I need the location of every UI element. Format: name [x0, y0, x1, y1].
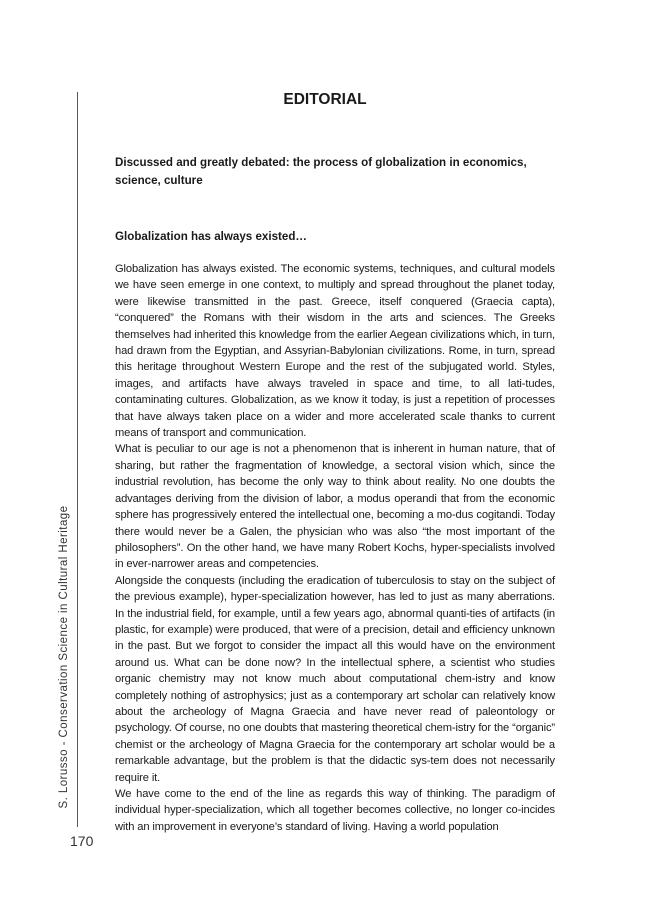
margin-rule	[77, 92, 78, 827]
article-subtitle: Discussed and greatly debated: the process of globalization in economics, science, culture	[115, 156, 527, 187]
page-number: 170	[70, 833, 94, 849]
paragraph: We have come to the end of the line as regards this way of thinking. The paradigm of individual hyper-specialization, which all together becomes collective, no longer co-incides with an improvement in everyone’s standard of living. Having a world population	[115, 788, 555, 833]
paragraph: Globalization has always existed. The economic systems, techniques, and cultural models we have seen emerge in one context, to multiply and spread throughout the planet today, were likewise transmitted in the past. Greece, itself conquered (Graecia capta), “conquered” the Romans with their wisdom in the arts and sciences. The Greeks themselves had inherited this knowledge from the earlier Aegean civilizations which, in turn, had drawn from the Egyptian, and Assyrian-Babylonian civilizations. Rome, in turn, spread this heritage throughout Western Europe and the rest of the subjugated world. Styles, images, and artifacts have always traveled in space and time, to all lati-tudes, contaminating cultures. Globalization, as we know it today, is just a repetition of processes that have always taken place on a wider and more accelerated scale thanks to current means of transport and communication.	[115, 263, 555, 440]
article-body	[115, 261, 555, 835]
page-title: EDITORIAL	[283, 91, 367, 108]
running-header	[55, 481, 73, 833]
section-heading: Globalization has always existed…	[115, 230, 308, 243]
paragraph: What is peculiar to our age is not a phenomenon that is inherent in human nature, that of sharing, but rather the fragmentation of knowledge, a sectoral vision which, since the industrial revolution, has become the only way to think about reality. No one doubts the advantages deriving from the division of labor, a modus operandi that from the economic sphere has progressively entered the intellectual one, becoming a mo-dus cogitandi. Today there would never be a Galen, the physician who was also “the most important of the philosophers”. On the other hand, we have many Robert Kochs, hyper-specialists involved in ever-narrower areas and competencies.	[115, 443, 555, 571]
running-header-text: S. Lorusso - Conservation Science in Cultural Heritage	[58, 505, 70, 809]
paragraph: Alongside the conquests (including the eradication of tuberculosis to stay on the subject of the previous example), hyper-specialization however, has led to just as many aberrations. In the industrial field, for example, until a few years ago, abnormal quanti-ties of artifacts (in plastic, for example) were produced, that were of a precision, detail and efficiency unknown in the past. But we forgot to consider the impact all this would have on the environment around us. What can be done now? In the intellectual sphere, a scientist who studies organic chemistry may not know much about computational chem-istry and know completely nothing of astrophysics; just as a contemporary art scholar can relatively know about the archeology of Magna Graecia and have never read of paleontology or psychology. Of course, no one doubts that mastering theoretical chem-istry for the “organic” chemist or the archeology of Magna Graecia for the contemporary art scholar would be a remarkable advantage, but the problem is that the didactic sys-tem does not necessarily require it.	[115, 574, 555, 784]
